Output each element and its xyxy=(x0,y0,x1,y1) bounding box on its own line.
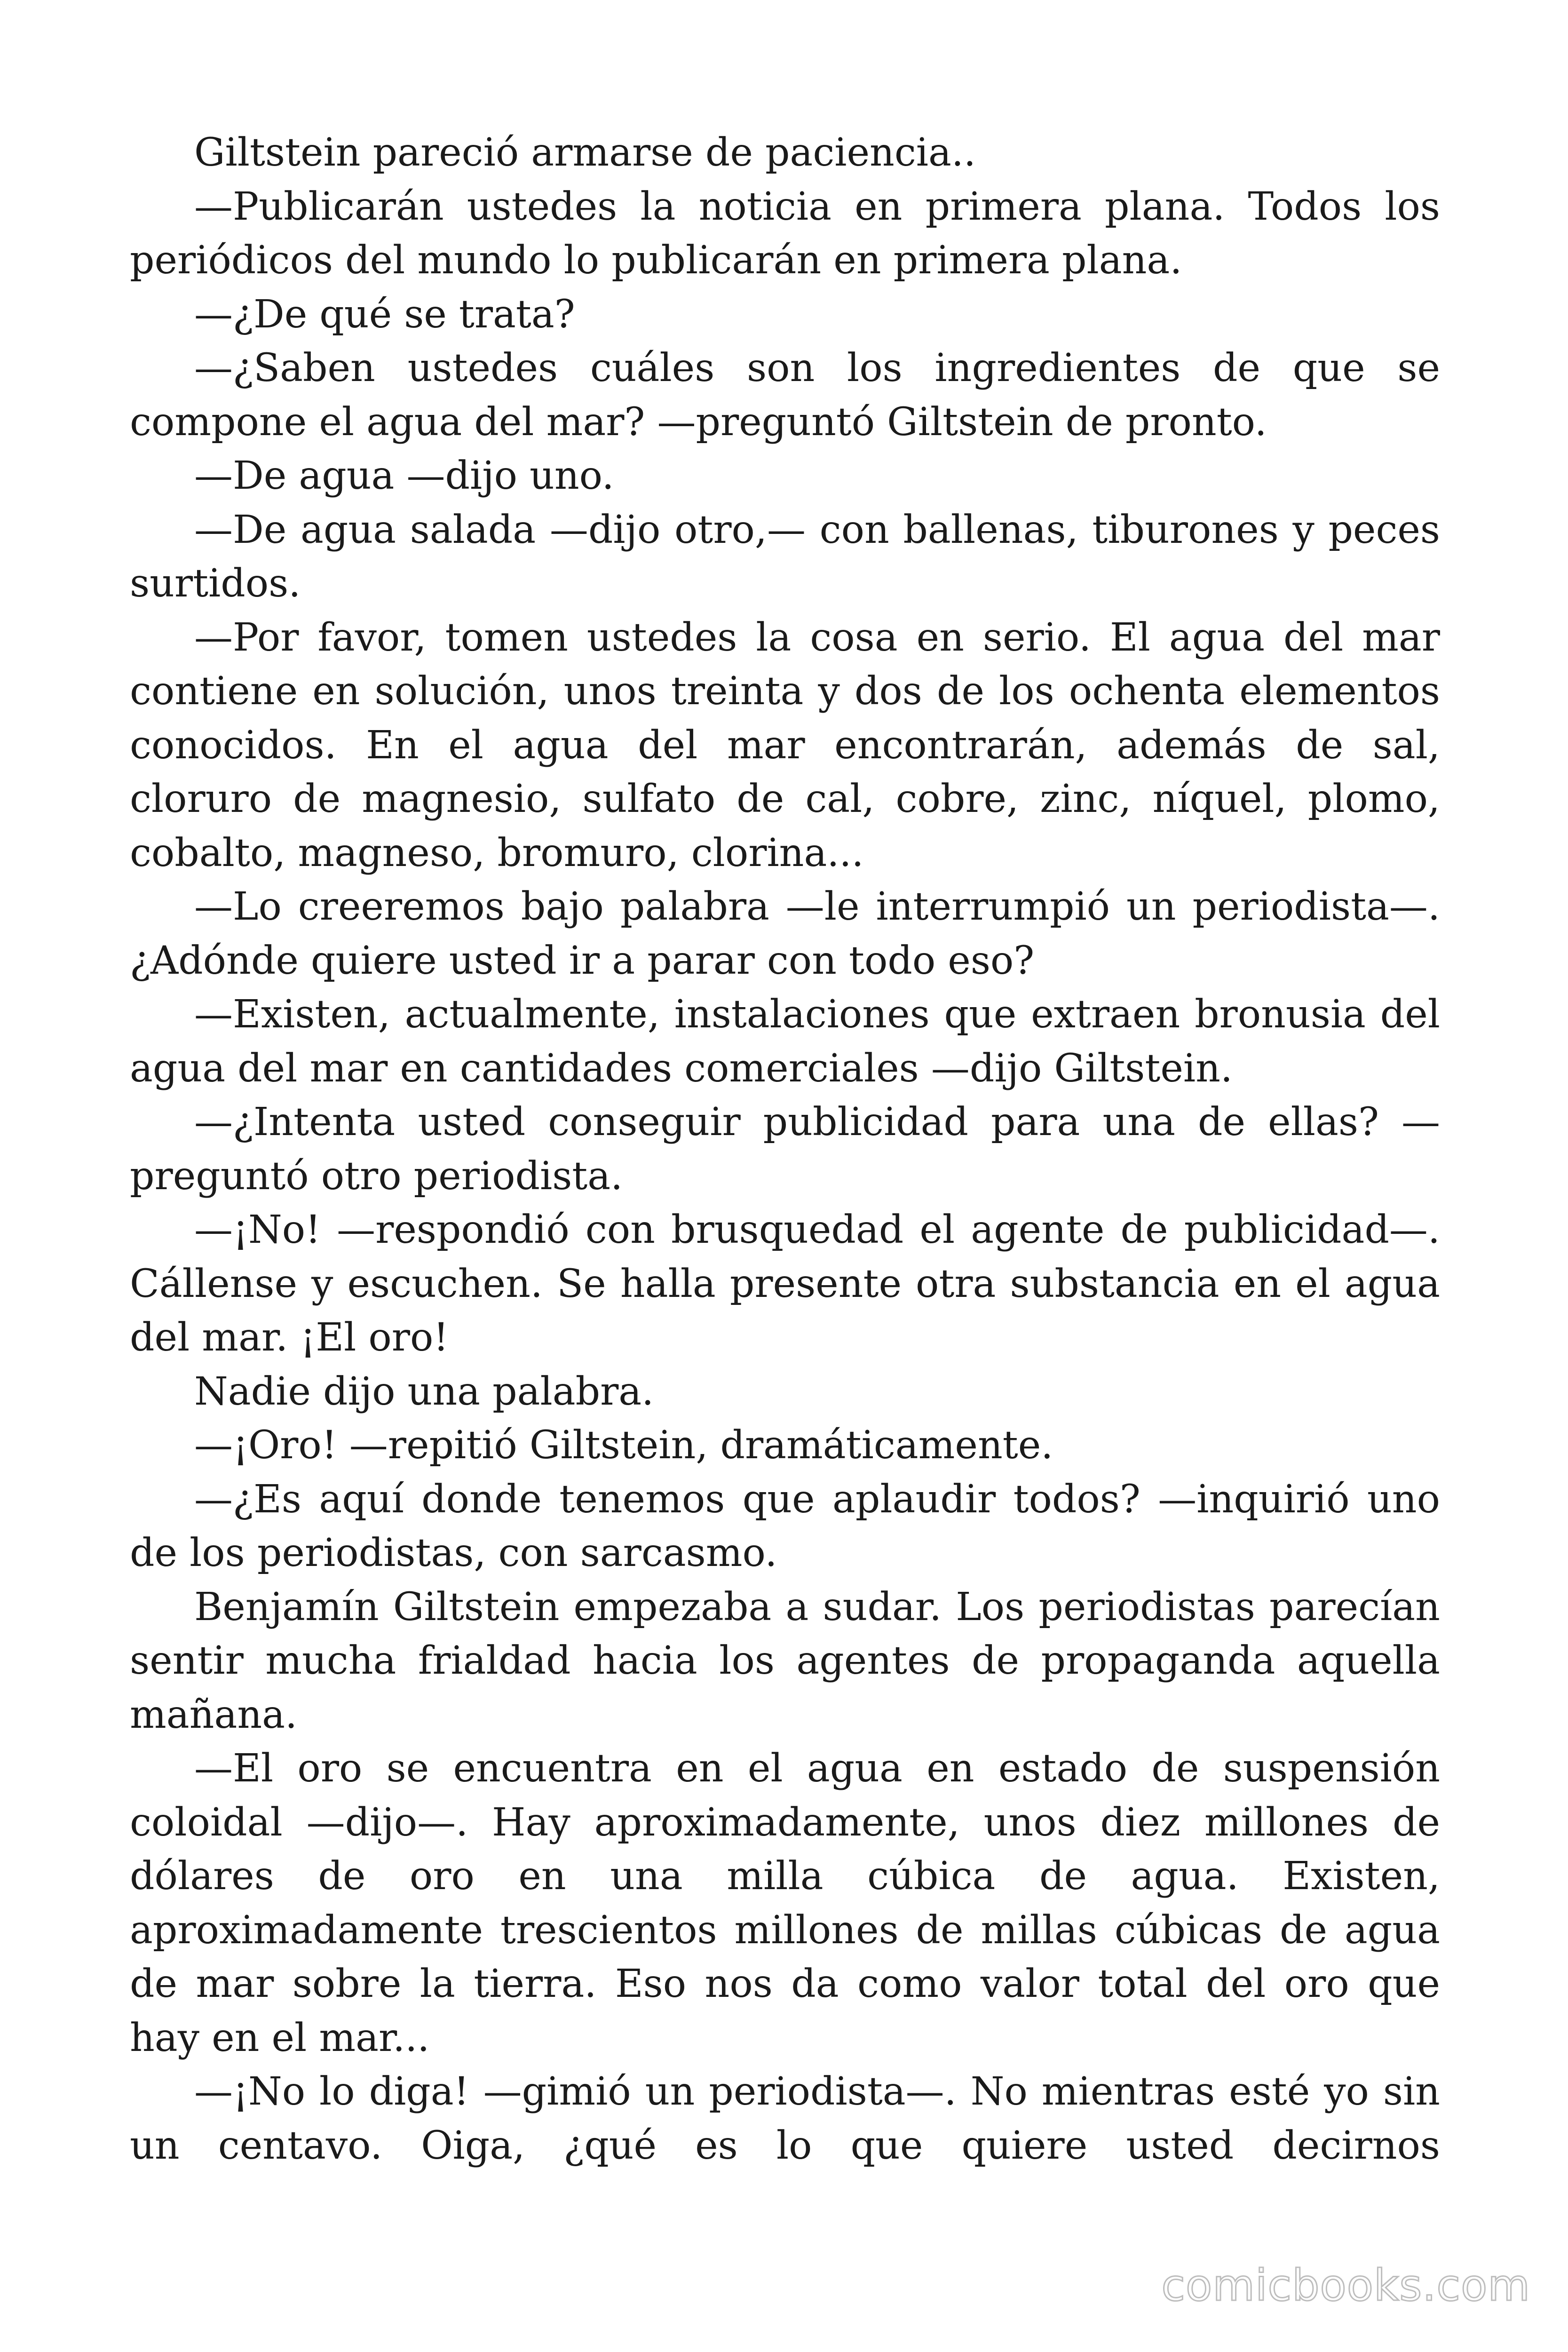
paragraph: —¿Saben ustedes cuáles son los ingredientes de que se compone el agua del mar? —preguntó Giltstein de pronto. xyxy=(130,346,1440,445)
paragraph: —Publicarán ustedes la noticia en primera plana. Todos los periódicos del mundo lo publicarán en primera plana. xyxy=(130,184,1440,283)
paragraph: Benjamín Giltstein empezaba a sudar. Los periodistas parecían sentir mucha frialdad hacia los agentes de propaganda aquella mañana. xyxy=(130,1584,1440,1737)
paragraph: —¿Intenta usted conseguir publicidad para una de ellas? —preguntó otro periodista. xyxy=(130,1100,1440,1199)
paragraph: —El oro se encuentra en el agua en estado de suspensión coloidal —dijo—. Hay aproximadamente, unos diez millones de dólares de oro en una milla cúbica de agua. Existen, aproximadamente trescientos millones de millas cúbicas de agua de mar sobre la tierra. Eso nos da como valor total del oro que hay en el mar... xyxy=(130,1746,1440,2060)
paragraph: Giltstein pareció armarse de paciencia.. xyxy=(194,130,976,175)
paragraph: —¿De qué se trata? xyxy=(194,292,575,337)
paragraph: —Existen, actualmente, instalaciones que extraen bronusia del agua del mar en cantidades comerciales —dijo Giltstein. xyxy=(130,992,1440,1091)
body-text xyxy=(130,126,1440,2173)
paragraph: —Lo creeremos bajo palabra —le interrumpió un periodista—. ¿Adónde quiere usted ir a parar con todo eso? xyxy=(130,884,1440,983)
paragraph: Nadie dijo una palabra. xyxy=(194,1369,654,1414)
watermark: comicbooks.com xyxy=(1161,2260,1530,2311)
paragraph: —De agua —dijo uno. xyxy=(194,453,614,498)
paragraph: —Por favor, tomen ustedes la cosa en serio. El agua del mar contiene en solución, unos treinta y dos de los ochenta elementos conocidos. En el agua del mar encontrarán, además de sal, cloruro de magnesio, sulfato de cal, cobre, zinc, níquel, plomo, cobalto, magneso, bromuro, clorina... xyxy=(130,615,1440,875)
paragraph: —¡Oro! —repitió Giltstein, dramáticamente. xyxy=(194,1423,1053,1468)
paragraph: —¿Es aquí donde tenemos que aplaudir todos? —inquirió uno de los periodistas, con sarcasmo. xyxy=(130,1477,1440,1575)
paragraph: —¡No lo diga! —gimió un periodista—. No mientras esté yo sin un centavo. Oiga, ¿qué es lo que quiere usted decirnos xyxy=(130,2069,1440,2168)
paragraph: —De agua salada —dijo otro,— con ballenas, tiburones y peces surtidos. xyxy=(130,507,1440,606)
paragraph: —¡No! —respondió con brusquedad el agente de publicidad—. Cállense y escuchen. Se halla presente otra substancia en el agua del mar. ¡El oro! xyxy=(130,1208,1440,1360)
